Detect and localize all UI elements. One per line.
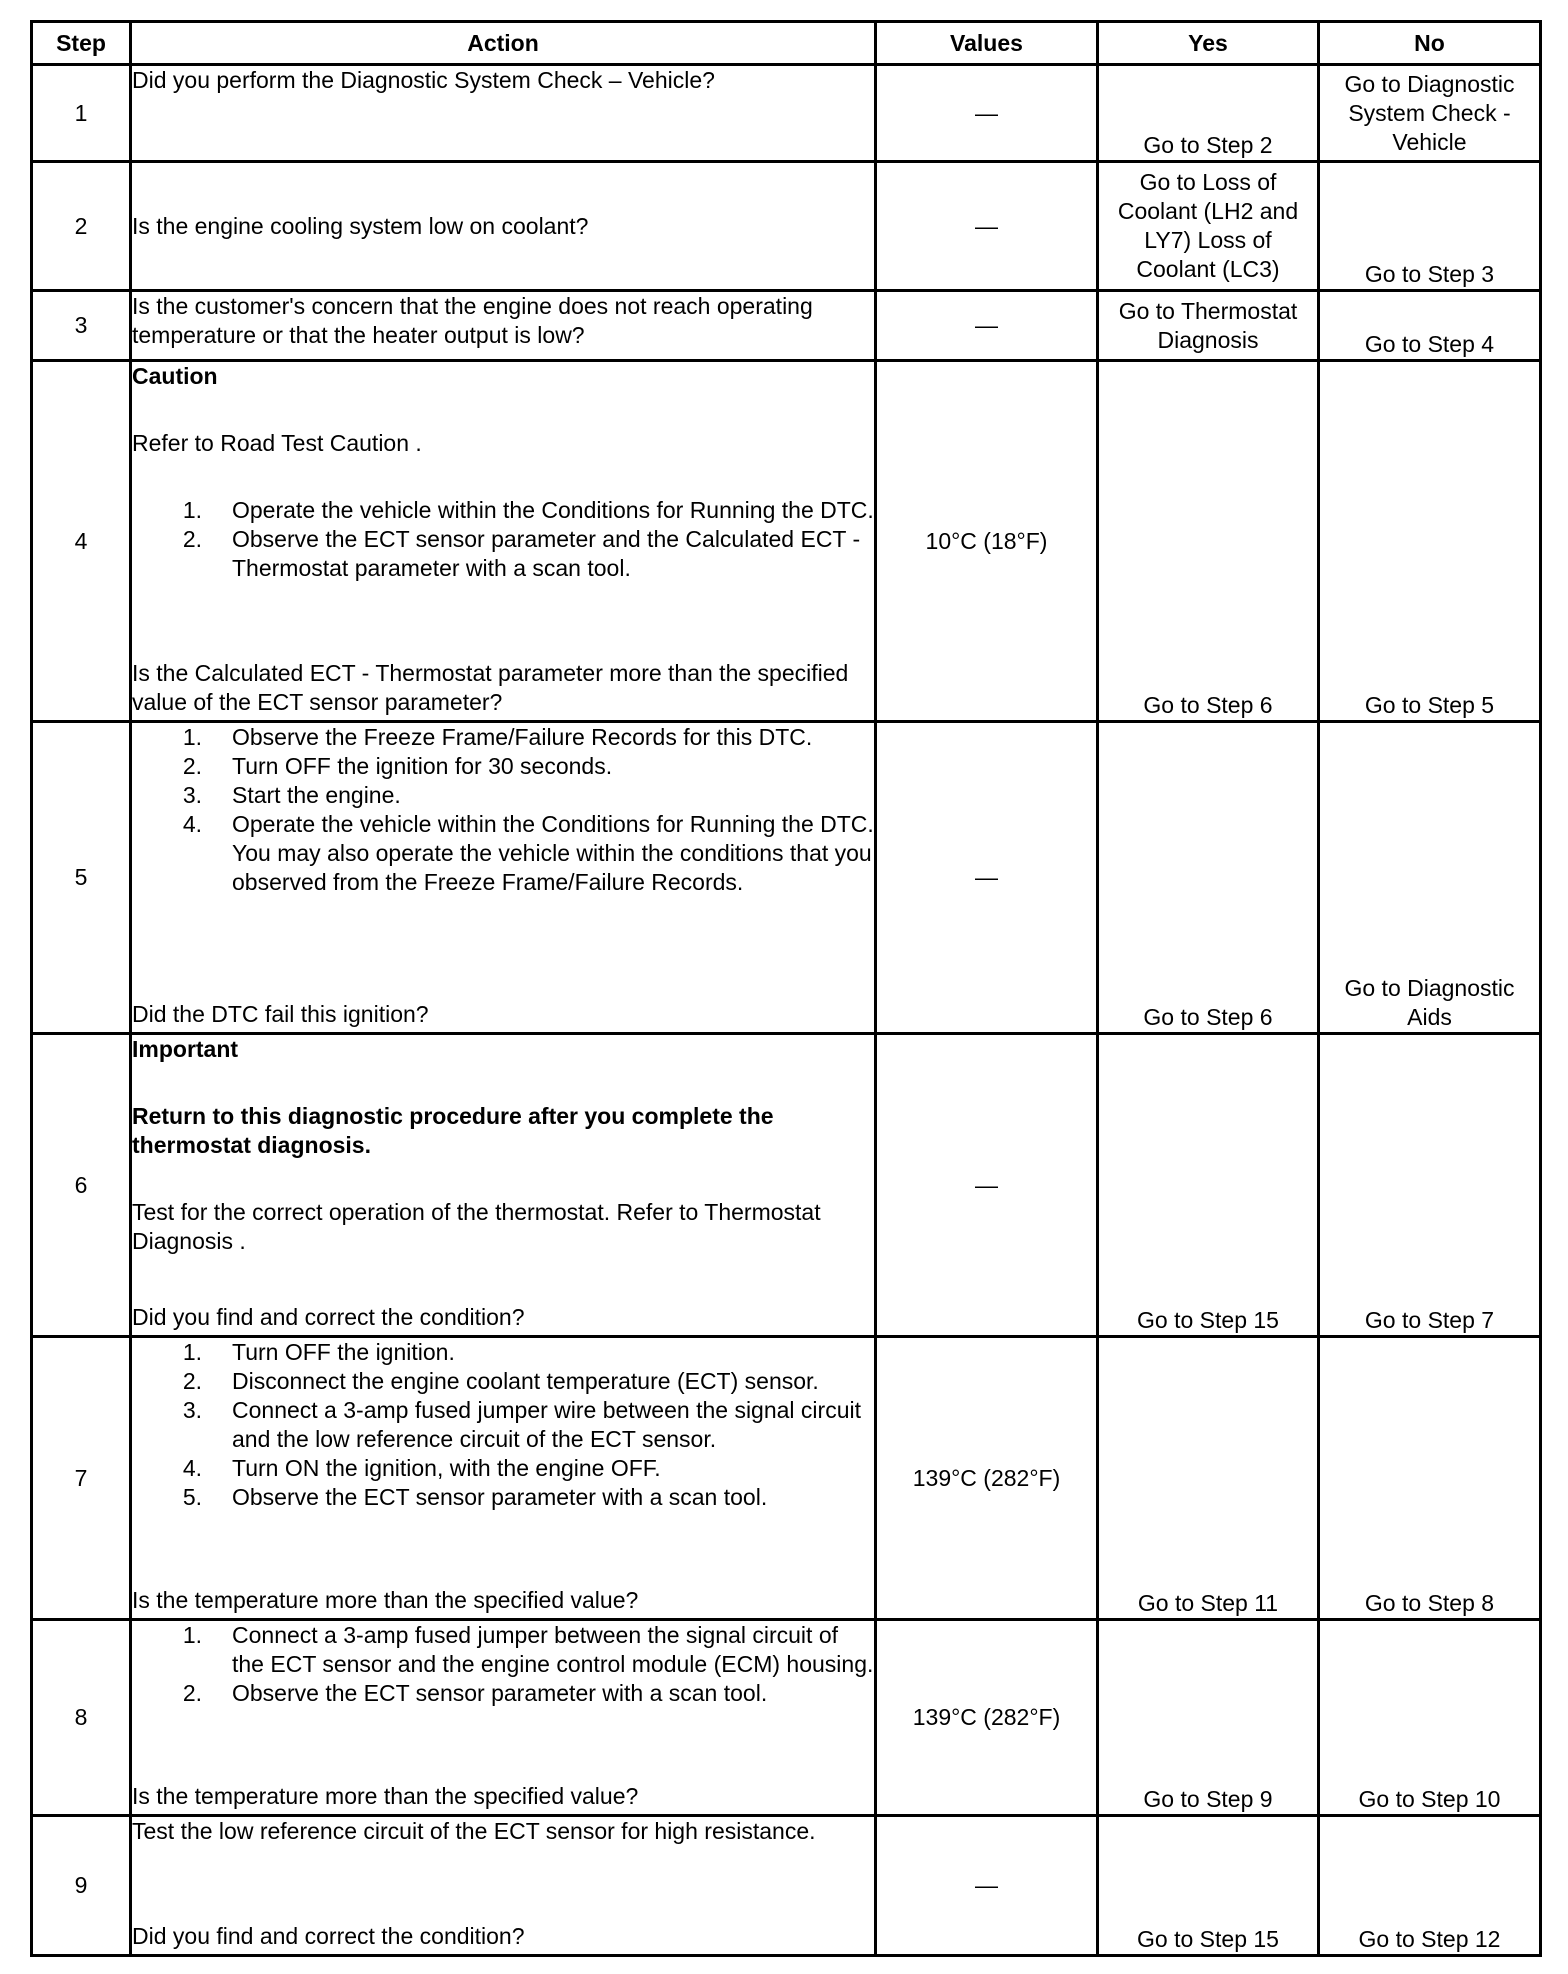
yes-cell: Go to Loss of Coolant (LH2 and LY7) Loss of Coolant (LC3) [1098, 162, 1319, 291]
list-item: 2. Observe the ECT sensor parameter and the Calculated ECT - Thermostat parameter with a scan tool. [182, 526, 861, 581]
header-values: Values [876, 22, 1098, 65]
yes-cell: Go to Step 15 [1098, 1034, 1319, 1337]
action-question: Is the temperature more than the specified value? [132, 1587, 639, 1613]
header-action: Action [131, 22, 876, 65]
table-row [32, 361, 1541, 722]
value-cell: 139°C (282°F) [876, 1620, 1098, 1816]
action-cell [131, 162, 876, 291]
action-cell [131, 1337, 876, 1620]
step-number: 6 [32, 1034, 131, 1337]
header-row [32, 22, 1541, 65]
no-cell: Go to Diagnostic System Check - Vehicle [1319, 65, 1541, 162]
no-cell: Go to Step 5 [1319, 361, 1541, 722]
no-cell: Go to Step 7 [1319, 1034, 1541, 1337]
list-item: 2. Observe the ECT sensor parameter with a scan tool. [182, 1680, 768, 1706]
yes-cell: Go to Step 6 [1098, 722, 1319, 1034]
value-cell: — [876, 291, 1098, 361]
list-item: 1. Connect a 3-amp fused jumper between the signal circuit of the ECT sensor and the engine control module (ECM) housing. [182, 1622, 874, 1677]
no-cell: Go to Step 12 [1319, 1816, 1541, 1956]
yes-cell: Go to Step 15 [1098, 1816, 1319, 1956]
yes-cell: Go to Step 11 [1098, 1337, 1319, 1620]
action-question: Is the temperature more than the specified value? [132, 1783, 639, 1809]
table-row [32, 1816, 1541, 1956]
list-item: 3. Start the engine. [182, 782, 401, 808]
no-cell: Go to Diagnostic Aids [1319, 722, 1541, 1034]
action-question: Did you find and correct the condition? [132, 1304, 525, 1330]
list-item: 4. Turn ON the ignition, with the engine OFF. [182, 1455, 661, 1481]
value-cell: — [876, 1816, 1098, 1956]
caution-heading: Caution [132, 363, 218, 389]
list-item: 2. Turn OFF the ignition for 30 seconds. [182, 753, 613, 779]
step-number: 9 [32, 1816, 131, 1956]
value-cell: 139°C (282°F) [876, 1337, 1098, 1620]
no-cell: Go to Step 4 [1319, 291, 1541, 361]
action-note: Test the low reference circuit of the ECT sensor for high resistance. [132, 1818, 816, 1844]
action-question: Is the Calculated ECT - Thermostat parameter more than the specified value of the ECT sensor parameter? [132, 660, 849, 715]
action-steps [132, 496, 874, 583]
value-cell: 10°C (18°F) [876, 361, 1098, 722]
step-number: 8 [32, 1620, 131, 1816]
table-row [32, 1034, 1541, 1337]
table-row [32, 162, 1541, 291]
table-row [32, 1620, 1541, 1816]
list-item: 2. Disconnect the engine coolant temperature (ECT) sensor. [182, 1368, 819, 1394]
table-row [32, 722, 1541, 1034]
action-cell [131, 1620, 876, 1816]
action-steps [132, 723, 874, 897]
important-heading: Important [132, 1036, 239, 1062]
no-cell: Go to Step 10 [1319, 1620, 1541, 1816]
header-step: Step [32, 22, 131, 65]
action-question: Did you perform the Diagnostic System Check – Vehicle? [132, 67, 715, 93]
header-no: No [1319, 22, 1541, 65]
action-steps [132, 1338, 874, 1512]
step-number: 4 [32, 361, 131, 722]
value-cell: — [876, 1034, 1098, 1337]
action-cell [131, 361, 876, 722]
action-cell [131, 1816, 876, 1956]
yes-cell: Go to Step 9 [1098, 1620, 1319, 1816]
action-cell [131, 291, 876, 361]
list-item: 5. Observe the ECT sensor parameter with a scan tool. [182, 1484, 768, 1510]
step-number: 3 [32, 291, 131, 361]
action-cell [131, 1034, 876, 1337]
action-note: Test for the correct operation of the thermostat. Refer to Thermostat Diagnosis . [132, 1199, 821, 1254]
action-cell [131, 65, 876, 162]
action-note: Refer to Road Test Caution . [132, 430, 422, 456]
step-number: 2 [32, 162, 131, 291]
diagnostic-table [30, 20, 1542, 1957]
action-question: Is the engine cooling system low on coolant? [132, 212, 589, 239]
list-item: 4. Operate the vehicle within the Conditions for Running the DTC. You may also operate the vehicle within the conditions that you observed from the Freeze Frame/Failure Records. [182, 811, 874, 895]
step-number: 1 [32, 65, 131, 162]
yes-cell: Go to Thermostat Diagnosis [1098, 291, 1319, 361]
table-row [32, 291, 1541, 361]
value-cell: — [876, 722, 1098, 1034]
action-steps [132, 1621, 874, 1708]
action-question: Is the customer's concern that the engine does not reach operating temperature or that the heater output is low? [132, 293, 813, 348]
important-note: Return to this diagnostic procedure after you complete the thermostat diagnosis. [132, 1103, 774, 1158]
yes-cell: Go to Step 2 [1098, 65, 1319, 162]
list-item: 1. Observe the Freeze Frame/Failure Records for this DTC. [182, 724, 813, 750]
table-row [32, 1337, 1541, 1620]
value-cell: — [876, 65, 1098, 162]
header-yes: Yes [1098, 22, 1319, 65]
no-cell: Go to Step 8 [1319, 1337, 1541, 1620]
list-item: 1. Operate the vehicle within the Conditions for Running the DTC. [182, 497, 874, 523]
step-number: 7 [32, 1337, 131, 1620]
action-question: Did the DTC fail this ignition? [132, 1001, 429, 1027]
action-question: Did you find and correct the condition? [132, 1923, 525, 1949]
list-item: 3. Connect a 3-amp fused jumper wire between the signal circuit and the low reference circuit of the ECT sensor. [182, 1397, 861, 1452]
value-cell: — [876, 162, 1098, 291]
table-row [32, 65, 1541, 162]
yes-cell: Go to Step 6 [1098, 361, 1319, 722]
action-cell [131, 722, 876, 1034]
no-cell: Go to Step 3 [1319, 162, 1541, 291]
list-item: 1. Turn OFF the ignition. [182, 1339, 455, 1365]
step-number: 5 [32, 722, 131, 1034]
